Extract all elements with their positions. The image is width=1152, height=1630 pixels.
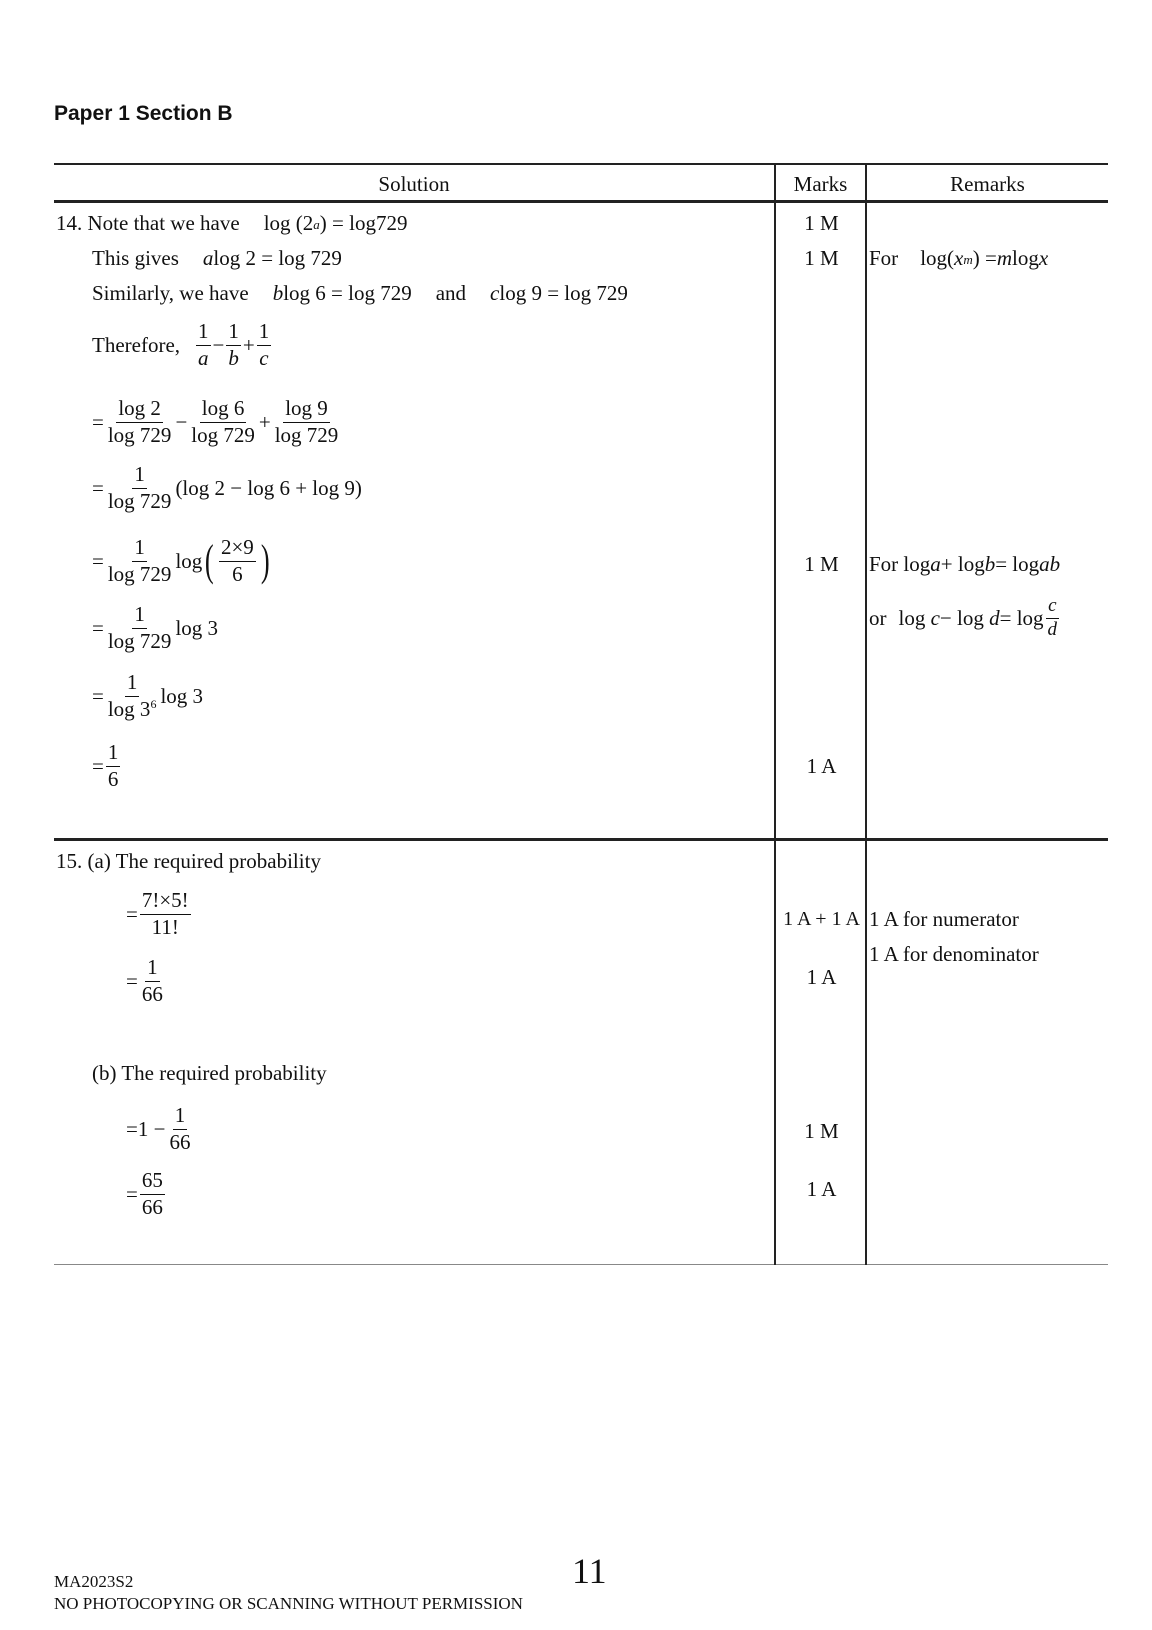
denominator: d: [1047, 618, 1058, 640]
math: a: [202, 245, 214, 270]
operator: −: [175, 409, 188, 434]
fraction: [106, 397, 174, 446]
numerator: 1: [132, 603, 147, 628]
mark: 1 A: [806, 965, 837, 989]
mark: 1 M: [804, 552, 839, 576]
numerator: 1: [145, 956, 160, 981]
math: log(: [920, 245, 955, 270]
numerator: 1: [125, 671, 140, 696]
math: + log: [940, 551, 985, 576]
remark-numerator: 1 A for numerator: [869, 906, 1019, 931]
math: c: [490, 280, 500, 305]
q14-step-1: [92, 396, 342, 447]
denominator: log 729: [107, 488, 172, 513]
denominator: b: [228, 345, 239, 370]
numerator: c: [1046, 596, 1058, 619]
q15a-answer: [126, 955, 167, 1006]
q15a-step-1: [126, 888, 193, 939]
math: = log: [995, 551, 1040, 576]
operator: =: [92, 615, 104, 640]
remark-quotient-rule: [869, 596, 1061, 640]
remarks-column-divider: [865, 163, 867, 1265]
text: and: [435, 280, 467, 305]
mark: 1 M: [804, 211, 839, 235]
math: log 3: [107, 696, 151, 721]
fraction: [106, 603, 174, 652]
math: log 6 = log 729: [283, 280, 412, 305]
mark: 1 M: [804, 246, 839, 270]
denominator: [106, 697, 159, 721]
math: log: [175, 548, 203, 573]
header-remarks: Remarks: [950, 171, 1025, 196]
text: 14. Note that we have: [56, 210, 240, 235]
numerator: 1: [196, 320, 211, 345]
left-paren: (: [205, 536, 215, 585]
copyright-notice: NO PHOTOCOPYING OR SCANNING WITHOUT PERMISSION: [54, 1594, 523, 1613]
numerator: 1: [226, 320, 241, 345]
numerator: log 9: [283, 397, 330, 422]
math: − log: [939, 605, 984, 630]
mark: 1 A: [806, 754, 837, 778]
q14-step-4: [92, 602, 219, 653]
math: log 2 = log 729: [213, 245, 342, 270]
math: ) = log729: [319, 210, 408, 235]
fraction: [226, 320, 241, 369]
text: Similarly, we have: [92, 280, 249, 305]
q15b-label: (b) The required probability: [92, 1060, 327, 1085]
math: m: [963, 251, 973, 267]
header-solution: Solution: [378, 171, 450, 196]
numerator: 1: [132, 463, 147, 488]
math: m: [996, 245, 1012, 270]
operator: =: [126, 1116, 138, 1141]
fraction: [1046, 596, 1060, 641]
right-paren: ): [260, 536, 270, 585]
math: ) =: [972, 245, 997, 270]
denominator: log 729: [107, 561, 172, 586]
mark: 1 A + 1 A: [783, 908, 860, 930]
fraction: [140, 956, 165, 1005]
operator: =: [126, 901, 138, 926]
operator: =: [92, 475, 104, 500]
q15a-label: 15. (a) The required probability: [56, 848, 321, 873]
mark: 1 A: [806, 1177, 837, 1201]
denominator: log 729: [107, 628, 172, 653]
denominator: 66: [141, 981, 163, 1006]
fraction: [106, 463, 174, 512]
numerator: log 6: [200, 397, 247, 422]
fraction: [189, 397, 257, 446]
math: x: [1038, 245, 1049, 270]
operator: −: [212, 332, 225, 357]
table-bottom-rule: [54, 1264, 1108, 1265]
denominator: 6: [107, 766, 119, 791]
operator: =: [92, 753, 104, 778]
fraction: [219, 536, 256, 585]
operator: =: [126, 968, 138, 993]
page-number: 11: [572, 1551, 607, 1591]
math: a: [930, 551, 941, 576]
q14-line-3: [92, 271, 628, 315]
denominator: 66: [169, 1129, 191, 1154]
math: d: [989, 605, 1000, 630]
denominator: log 729: [191, 422, 255, 447]
text: This gives: [92, 245, 179, 270]
math: 1 −: [137, 1116, 166, 1141]
operator: =: [92, 683, 104, 708]
q14-answer: [92, 740, 122, 791]
remark-denominator: 1 A for denominator: [869, 941, 1039, 966]
denominator: 66: [141, 1194, 163, 1219]
operator: =: [126, 1181, 138, 1206]
text: For: [869, 245, 899, 270]
text: or: [869, 605, 887, 630]
paper-code: MA2023S2: [54, 1572, 134, 1591]
operator: =: [92, 548, 104, 573]
math: log 9 = log 729: [499, 280, 628, 305]
numerator: 1: [132, 536, 147, 561]
math: x: [954, 245, 964, 270]
math: log 3: [175, 615, 219, 640]
numerator: 7!×5!: [140, 889, 191, 914]
q15b-step-1: [126, 1103, 194, 1154]
fraction: [106, 671, 159, 720]
header-marks: Marks: [793, 171, 848, 196]
fraction: [106, 741, 121, 790]
q14-step-5: [92, 670, 204, 721]
fraction: [167, 1104, 192, 1153]
fraction: [106, 536, 174, 585]
q14-line-4: [92, 319, 273, 370]
numerator: 1: [173, 1104, 188, 1129]
table-top-rule: [54, 163, 1108, 165]
math: b: [984, 551, 996, 576]
denominator: 11!: [151, 914, 179, 939]
text: Therefore,: [92, 332, 181, 357]
q15b-answer: [126, 1168, 167, 1219]
numerator: 1: [257, 320, 272, 345]
math: log: [1012, 245, 1039, 270]
operator: +: [242, 332, 255, 357]
math: log: [898, 605, 926, 630]
math: c: [930, 605, 940, 630]
denominator: c: [259, 345, 269, 370]
math: = log: [999, 605, 1044, 630]
operator: =: [92, 409, 104, 434]
fraction: [140, 889, 191, 938]
numerator: 1: [106, 741, 121, 766]
fraction: [273, 397, 341, 446]
denominator: log 729: [274, 422, 339, 447]
numerator: 65: [140, 1169, 165, 1194]
math: a: [313, 216, 320, 232]
fraction: [140, 1169, 165, 1218]
marks-column-divider: [774, 163, 776, 1265]
math: log 3: [160, 683, 204, 708]
exponent: 6: [150, 696, 157, 711]
remark-power-rule: [869, 236, 1048, 280]
math: log (2: [263, 210, 314, 235]
numerator: 2×9: [219, 536, 256, 561]
section-title: Paper 1 Section B: [54, 102, 233, 125]
q14-step-2: [92, 462, 362, 513]
denominator: a: [198, 345, 209, 370]
math: b: [272, 280, 284, 305]
math: (log 2 − log 6 + log 9): [175, 475, 362, 500]
mark: 1 M: [804, 1119, 839, 1143]
operator: +: [258, 409, 271, 434]
numerator: log 2: [116, 397, 163, 422]
math: For log: [869, 551, 931, 576]
fraction: [257, 320, 272, 369]
denominator: log 729: [107, 422, 172, 447]
fraction: [196, 320, 211, 369]
math: ab: [1039, 551, 1061, 576]
q14-step-3: [92, 535, 272, 586]
remark-product-rule: [869, 542, 1060, 586]
denominator: 6: [232, 561, 243, 586]
